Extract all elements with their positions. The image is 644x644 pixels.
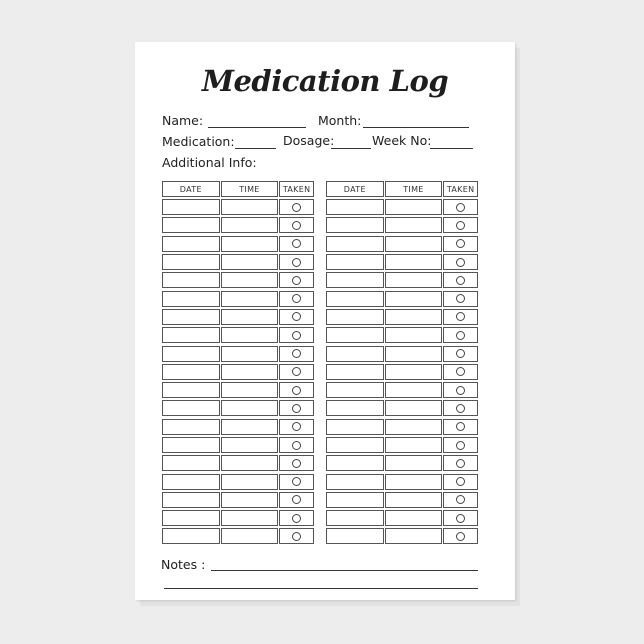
time-cell[interactable]	[221, 217, 278, 233]
table-row	[326, 271, 478, 289]
time-cell[interactable]	[385, 400, 442, 416]
date-cell[interactable]	[162, 309, 220, 325]
time-cell[interactable]	[385, 346, 442, 362]
table-row	[162, 399, 314, 417]
time-cell[interactable]	[221, 346, 278, 362]
table-row	[162, 253, 314, 271]
time-cell[interactable]	[385, 528, 442, 544]
date-cell[interactable]	[326, 364, 384, 380]
taken-cell	[443, 419, 478, 435]
table-row	[162, 527, 314, 545]
taken-checkbox[interactable]	[456, 312, 465, 321]
notes-line-1[interactable]	[211, 570, 478, 571]
time-cell[interactable]	[221, 437, 278, 453]
taken-checkbox[interactable]	[292, 514, 301, 523]
month-label: Month:	[318, 113, 362, 128]
date-cell[interactable]	[162, 455, 220, 471]
taken-checkbox[interactable]	[292, 386, 301, 395]
taken-cell	[279, 492, 314, 508]
table-header	[326, 181, 478, 197]
date-cell[interactable]	[326, 510, 384, 526]
time-cell[interactable]	[221, 492, 278, 508]
date-cell[interactable]	[326, 346, 384, 362]
taken-column-header: TAKEN	[443, 181, 478, 197]
time-cell[interactable]	[385, 455, 442, 471]
table-row	[326, 198, 478, 216]
date-cell[interactable]	[162, 400, 220, 416]
taken-checkbox[interactable]	[292, 294, 301, 303]
taken-cell	[279, 419, 314, 435]
taken-checkbox[interactable]	[456, 514, 465, 523]
medication-label: Medication:	[162, 134, 235, 149]
taken-cell	[279, 528, 314, 544]
date-cell[interactable]	[326, 272, 384, 288]
table-row	[326, 216, 478, 234]
table-row	[326, 509, 478, 527]
notes-label: Notes :	[161, 557, 206, 572]
additional-info-label: Additional Info:	[162, 155, 257, 170]
taken-cell	[443, 236, 478, 252]
taken-checkbox[interactable]	[456, 386, 465, 395]
time-cell[interactable]	[221, 236, 278, 252]
date-cell[interactable]	[162, 327, 220, 343]
date-cell[interactable]	[162, 254, 220, 270]
date-cell[interactable]	[326, 455, 384, 471]
log-table-left	[162, 181, 314, 546]
taken-cell	[279, 236, 314, 252]
time-cell[interactable]	[221, 400, 278, 416]
taken-cell	[279, 474, 314, 490]
taken-checkbox[interactable]	[292, 312, 301, 321]
taken-checkbox[interactable]	[292, 276, 301, 285]
taken-checkbox[interactable]	[456, 349, 465, 358]
taken-checkbox[interactable]	[456, 441, 465, 450]
date-cell[interactable]	[326, 199, 384, 215]
medication-field-line[interactable]	[235, 148, 276, 149]
taken-cell	[443, 437, 478, 453]
taken-checkbox[interactable]	[292, 477, 301, 486]
taken-cell	[279, 364, 314, 380]
table-row	[162, 381, 314, 399]
taken-checkbox[interactable]	[456, 459, 465, 468]
date-cell[interactable]	[326, 419, 384, 435]
taken-checkbox[interactable]	[292, 221, 301, 230]
taken-cell	[443, 382, 478, 398]
table-row	[326, 436, 478, 454]
table-row	[326, 235, 478, 253]
date-cell[interactable]	[162, 510, 220, 526]
time-cell[interactable]	[385, 474, 442, 490]
time-cell[interactable]	[385, 254, 442, 270]
taken-checkbox[interactable]	[456, 258, 465, 267]
date-cell[interactable]	[162, 492, 220, 508]
taken-cell	[443, 346, 478, 362]
date-cell[interactable]	[326, 437, 384, 453]
taken-column-header: TAKEN	[279, 181, 314, 197]
name-label: Name:	[162, 113, 204, 128]
taken-cell	[279, 272, 314, 288]
name-field-line[interactable]	[208, 127, 306, 128]
notepad-sheet	[135, 42, 515, 600]
date-cell[interactable]	[162, 474, 220, 490]
table-row	[326, 454, 478, 472]
date-cell[interactable]	[162, 419, 220, 435]
table-row	[162, 344, 314, 362]
table-row	[326, 253, 478, 271]
taken-cell	[443, 327, 478, 343]
date-cell[interactable]	[162, 291, 220, 307]
taken-checkbox[interactable]	[456, 221, 465, 230]
notes-line-2[interactable]	[164, 588, 478, 589]
date-cell[interactable]	[326, 327, 384, 343]
time-cell[interactable]	[385, 492, 442, 508]
date-cell[interactable]	[162, 272, 220, 288]
table-row	[162, 363, 314, 381]
date-cell[interactable]	[326, 217, 384, 233]
time-cell[interactable]	[385, 199, 442, 215]
taken-checkbox[interactable]	[292, 422, 301, 431]
table-row	[162, 326, 314, 344]
time-cell[interactable]	[385, 309, 442, 325]
taken-checkbox[interactable]	[456, 495, 465, 504]
dosage-label: Dosage:	[283, 133, 335, 148]
taken-cell	[279, 382, 314, 398]
page-title: Medication Log	[201, 64, 449, 98]
time-column-header: TIME	[221, 181, 278, 197]
taken-cell	[279, 254, 314, 270]
taken-checkbox[interactable]	[292, 404, 301, 413]
date-cell[interactable]	[162, 236, 220, 252]
time-cell[interactable]	[221, 199, 278, 215]
date-cell[interactable]	[162, 346, 220, 362]
taken-checkbox[interactable]	[292, 367, 301, 376]
table-row	[326, 326, 478, 344]
date-column-header: DATE	[326, 181, 384, 197]
table-row	[162, 472, 314, 490]
date-cell[interactable]	[162, 437, 220, 453]
table-row	[326, 363, 478, 381]
table-row	[162, 198, 314, 216]
taken-cell	[279, 199, 314, 215]
taken-cell	[443, 528, 478, 544]
table-row	[326, 399, 478, 417]
date-cell[interactable]	[326, 382, 384, 398]
taken-cell	[443, 492, 478, 508]
taken-cell	[443, 199, 478, 215]
taken-checkbox[interactable]	[292, 532, 301, 541]
taken-cell	[443, 217, 478, 233]
table-row	[326, 308, 478, 326]
date-cell[interactable]	[162, 364, 220, 380]
taken-cell	[279, 455, 314, 471]
taken-checkbox[interactable]	[456, 276, 465, 285]
taken-checkbox[interactable]	[456, 331, 465, 340]
date-cell[interactable]	[326, 528, 384, 544]
taken-checkbox[interactable]	[456, 422, 465, 431]
time-cell[interactable]	[385, 510, 442, 526]
taken-cell	[443, 291, 478, 307]
time-cell[interactable]	[385, 437, 442, 453]
taken-cell	[443, 510, 478, 526]
date-cell[interactable]	[326, 309, 384, 325]
time-cell[interactable]	[221, 309, 278, 325]
week-no-label: Week No:	[372, 133, 432, 148]
time-cell[interactable]	[221, 474, 278, 490]
date-cell[interactable]	[326, 492, 384, 508]
table-row	[162, 509, 314, 527]
time-column-header: TIME	[385, 181, 442, 197]
time-cell[interactable]	[385, 272, 442, 288]
table-row	[326, 491, 478, 509]
table-row	[326, 289, 478, 307]
taken-checkbox[interactable]	[292, 495, 301, 504]
month-field-line[interactable]	[363, 127, 469, 128]
time-cell[interactable]	[221, 291, 278, 307]
table-row	[162, 436, 314, 454]
taken-cell	[279, 217, 314, 233]
time-cell[interactable]	[385, 327, 442, 343]
time-cell[interactable]	[385, 364, 442, 380]
taken-checkbox[interactable]	[292, 239, 301, 248]
taken-checkbox[interactable]	[456, 203, 465, 212]
taken-checkbox[interactable]	[456, 404, 465, 413]
time-cell[interactable]	[221, 382, 278, 398]
taken-cell	[443, 272, 478, 288]
date-cell[interactable]	[162, 528, 220, 544]
taken-checkbox[interactable]	[456, 239, 465, 248]
date-cell[interactable]	[326, 254, 384, 270]
time-cell[interactable]	[221, 254, 278, 270]
table-header	[162, 181, 314, 197]
time-cell[interactable]	[221, 528, 278, 544]
taken-cell	[279, 510, 314, 526]
taken-checkbox[interactable]	[292, 203, 301, 212]
table-row	[326, 344, 478, 362]
date-cell[interactable]	[326, 291, 384, 307]
taken-cell	[279, 327, 314, 343]
taken-checkbox[interactable]	[292, 258, 301, 267]
log-table-right	[326, 181, 478, 546]
table-row	[162, 308, 314, 326]
table-row	[162, 491, 314, 509]
table-row	[162, 289, 314, 307]
table-row	[326, 527, 478, 545]
taken-checkbox[interactable]	[456, 532, 465, 541]
taken-checkbox[interactable]	[456, 294, 465, 303]
time-cell[interactable]	[385, 419, 442, 435]
taken-cell	[443, 400, 478, 416]
table-row	[326, 381, 478, 399]
time-cell[interactable]	[385, 217, 442, 233]
taken-cell	[443, 474, 478, 490]
taken-checkbox[interactable]	[456, 367, 465, 376]
table-row	[326, 418, 478, 436]
table-row	[162, 418, 314, 436]
date-cell[interactable]	[162, 382, 220, 398]
date-cell[interactable]	[326, 400, 384, 416]
taken-checkbox[interactable]	[292, 349, 301, 358]
time-cell[interactable]	[221, 364, 278, 380]
time-cell[interactable]	[385, 291, 442, 307]
table-row	[326, 472, 478, 490]
taken-cell	[279, 437, 314, 453]
table-row	[162, 271, 314, 289]
date-cell[interactable]	[326, 236, 384, 252]
taken-checkbox[interactable]	[456, 477, 465, 486]
taken-checkbox[interactable]	[292, 441, 301, 450]
time-cell[interactable]	[221, 510, 278, 526]
time-cell[interactable]	[385, 236, 442, 252]
table-row	[162, 235, 314, 253]
taken-cell	[443, 455, 478, 471]
time-cell[interactable]	[221, 419, 278, 435]
taken-checkbox[interactable]	[292, 459, 301, 468]
taken-cell	[443, 309, 478, 325]
date-cell[interactable]	[162, 217, 220, 233]
date-column-header: DATE	[162, 181, 220, 197]
taken-cell	[279, 346, 314, 362]
taken-checkbox[interactable]	[292, 331, 301, 340]
taken-cell	[279, 400, 314, 416]
dosage-field-line[interactable]	[331, 148, 371, 149]
taken-cell	[443, 254, 478, 270]
taken-cell	[279, 309, 314, 325]
time-cell[interactable]	[221, 272, 278, 288]
time-cell[interactable]	[385, 382, 442, 398]
week-no-field-line[interactable]	[430, 148, 473, 149]
date-cell[interactable]	[162, 199, 220, 215]
date-cell[interactable]	[326, 474, 384, 490]
time-cell[interactable]	[221, 327, 278, 343]
taken-cell	[443, 364, 478, 380]
table-row	[162, 454, 314, 472]
table-row	[162, 216, 314, 234]
taken-cell	[279, 291, 314, 307]
time-cell[interactable]	[221, 455, 278, 471]
